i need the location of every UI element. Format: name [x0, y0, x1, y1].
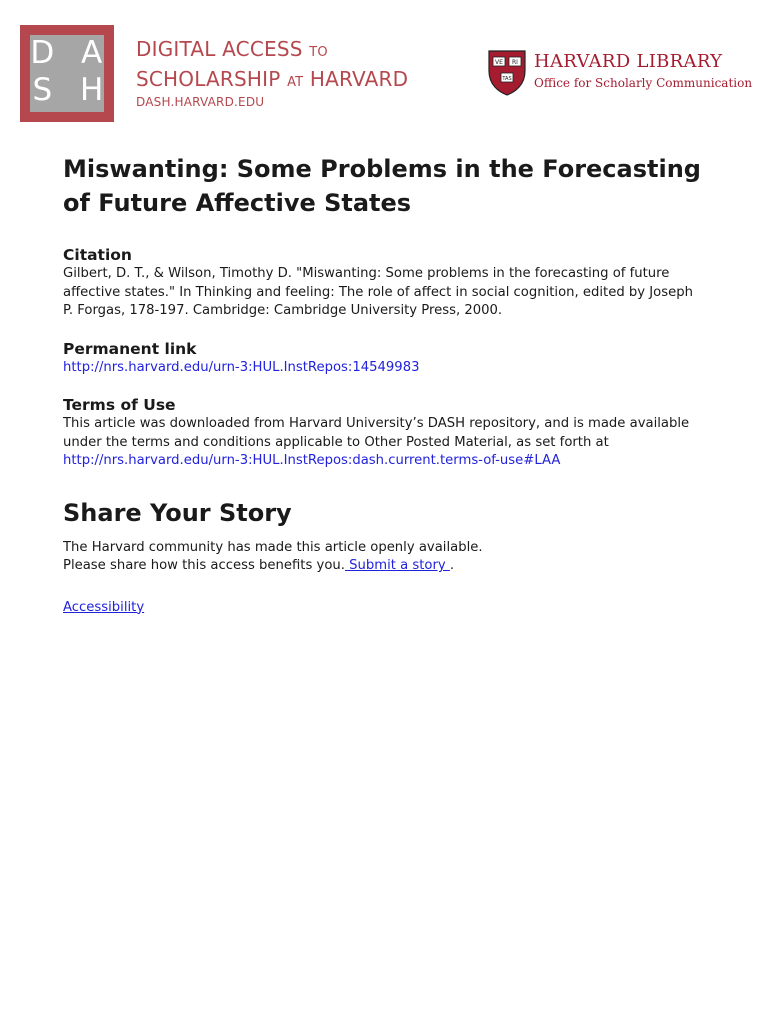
citation-heading: Citation	[63, 246, 132, 264]
citation-text: Gilbert, D. T., & Wilson, Timothy D. "Miswanting: Some problems in the forecasting of future affective states." In Thinking and feeling: The role of affect in social cognition, edited by Joseph P. Forgas, 178-197. Cambridge: Cambridge University Press, 2000.	[63, 266, 693, 318]
accessibility-link[interactable]: Accessibility	[63, 599, 145, 615]
page-header	[0, 0, 768, 130]
terms-section	[63, 395, 703, 471]
dash-logo-letter-d: D	[30, 35, 55, 71]
share-line-2: Please share how this access benefits you. Submit a story .	[63, 558, 455, 573]
permalink-link[interactable]: http://nrs.harvard.edu/urn-3:HUL.InstRepos:14549983	[63, 359, 420, 375]
dash-title-line-1: DIGITAL ACCESS TO	[136, 37, 328, 61]
dash-title-line-2: SCHOLARSHIP AT HARVARD	[136, 67, 409, 91]
harvard-shield-icon[interactable]	[487, 49, 527, 97]
harvard-library-title[interactable]: HARVARD LIBRARY	[534, 51, 723, 72]
harvard-library-subtitle: Office for Scholarly Communication	[534, 76, 753, 90]
dash-url[interactable]: DASH.HARVARD.EDU	[136, 95, 265, 109]
dash-logo-letter-s: S	[32, 72, 53, 108]
shield-text-ri: RI	[512, 59, 518, 66]
submit-story-link[interactable]: Submit a story	[344, 558, 450, 573]
share-heading: Share Your Story	[63, 498, 292, 527]
terms-paragraph	[63, 415, 703, 471]
terms-text: This article was downloaded from Harvard University’s DASH repository, and is made available under the terms and conditions applicable to Other Posted Material, as set forth at	[63, 416, 690, 450]
permalink-heading: Permanent link	[63, 339, 197, 358]
shield-text-tas: TAS	[502, 76, 512, 82]
citation-section	[63, 245, 703, 321]
terms-heading: Terms of Use	[63, 396, 176, 414]
share-line-1: The Harvard community has made this article openly available.	[63, 539, 483, 555]
terms-link[interactable]: http://nrs.harvard.edu/urn-3:HUL.InstRepos:dash.current.terms-of-use#LAA	[63, 453, 561, 468]
permalink-section	[63, 339, 703, 378]
share-section	[63, 539, 703, 576]
dash-logo-letter-h: H	[80, 72, 104, 108]
dash-title[interactable]	[136, 36, 408, 96]
dash-logo[interactable]	[20, 25, 114, 122]
dash-logo-letter-a: A	[81, 35, 103, 71]
document-title: Miswanting: Some Problems in the Forecasting of Future Affective States	[63, 155, 701, 217]
dash-logo-letters	[30, 37, 104, 107]
shield-text-ve: VE	[495, 59, 503, 66]
document-main	[63, 152, 703, 615]
